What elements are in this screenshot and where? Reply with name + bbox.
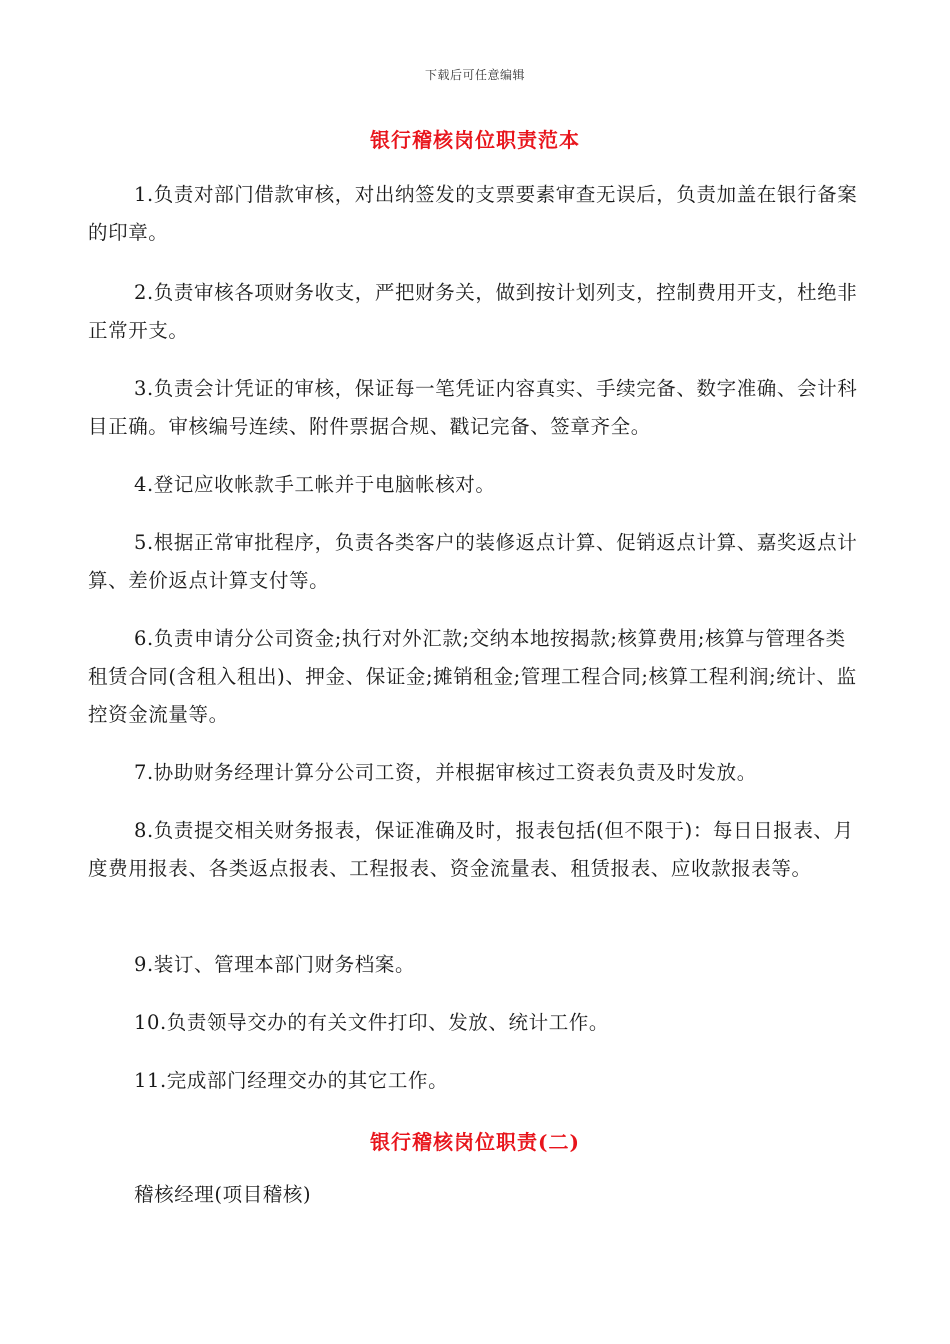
duty-item-7: 7.协助财务经理计算分公司工资，并根据审核过工资表负责及时发放。 [134, 761, 757, 784]
header-note: 下载后可任意编辑 [424, 68, 525, 82]
duty-item-8: 8.负责提交相关财务报表，保证准确及时，报表包括(但不限于)：每日日报表、月度费用报表、各类返点报表、工程报表、资金流量表、租赁报表、应收款报表等。 [88, 819, 854, 880]
section-subtitle: 稽核经理(项目稽核) [134, 1183, 312, 1206]
duty-item-4: 4.登记应收帐款手工帐并于电脑帐核对。 [134, 473, 496, 496]
duty-item-6: 6.负责申请分公司资金;执行对外汇款;交纳本地按揭款;核算费用;核算与管理各类租赁合同(含租入租出)、押金、保证金;摊销租金;管理工程合同;核算工程利润;统计、监控资金流量等。 [88, 627, 857, 726]
duty-item-3: 3.负责会计凭证的审核，保证每一笔凭证内容真实、手续完备、数字准确、会计科目正确。审核编号连续、附件票据合规、戳记完备、签章齐全。 [88, 377, 858, 438]
duty-item-2: 2.负责审核各项财务收支，严把财务关，做到按计划列支，控制费用开支，杜绝非正常开支。 [88, 281, 858, 342]
duty-item-11: 11.完成部门经理交办的其它工作。 [134, 1069, 449, 1092]
duty-item-1: 1.负责对部门借款审核，对出纳签发的支票要素审查无误后，负责加盖在银行备案的印章。 [88, 183, 858, 244]
document-title: 银行稽核岗位职责范本 [370, 128, 580, 152]
duty-item-10: 10.负责领导交办的有关文件打印、发放、统计工作。 [134, 1011, 610, 1034]
section-title-2: 银行稽核岗位职责(二) [370, 1130, 580, 1154]
duty-item-5: 5.根据正常审批程序，负责各类客户的装修返点计算、促销返点计算、嘉奖返点计算、差价返点计算支付等。 [88, 531, 858, 592]
duty-item-9: 9.装订、管理本部门财务档案。 [134, 953, 416, 976]
